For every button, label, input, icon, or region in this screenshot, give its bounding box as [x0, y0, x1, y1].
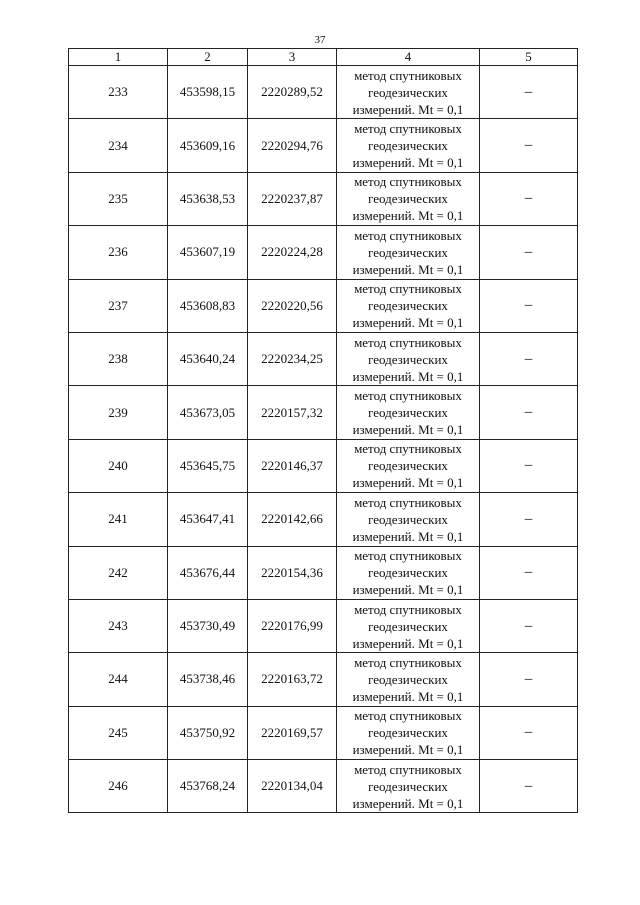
method-line: геодезических	[368, 351, 448, 367]
method-line: геодезических	[368, 618, 448, 634]
point-number-cell: 234	[69, 119, 168, 172]
note-cell: –	[480, 653, 578, 706]
note-cell: –	[480, 706, 578, 759]
method-line: измерений. Mt = 0,1	[352, 475, 464, 491]
method-line: измерений. Mt = 0,1	[352, 635, 464, 651]
method-line: геодезических	[368, 778, 448, 794]
table-row	[69, 493, 578, 546]
method-cell	[337, 66, 480, 119]
y-coordinate-cell: 2220169,57	[248, 706, 337, 759]
method-line: измерений. Mt = 0,1	[352, 368, 464, 384]
method-line: метод спутниковых	[354, 174, 462, 190]
method-line: метод спутниковых	[354, 654, 462, 670]
note-cell: –	[480, 599, 578, 652]
point-number-cell: 235	[69, 172, 168, 225]
method-line: геодезических	[368, 298, 448, 314]
method-line: геодезических	[368, 565, 448, 581]
method-cell	[337, 653, 480, 706]
note-cell: –	[480, 226, 578, 279]
note-cell: –	[480, 546, 578, 599]
table-row	[69, 706, 578, 759]
note-cell: –	[480, 172, 578, 225]
y-coordinate-cell: 2220163,72	[248, 653, 337, 706]
x-coordinate-cell: 453768,24	[168, 760, 248, 813]
point-number-cell: 246	[69, 760, 168, 813]
x-coordinate-cell: 453607,19	[168, 226, 248, 279]
x-coordinate-cell: 453730,49	[168, 599, 248, 652]
x-coordinate-cell: 453676,44	[168, 546, 248, 599]
method-cell	[337, 172, 480, 225]
method-line: измерений. Mt = 0,1	[352, 315, 464, 331]
note-cell: –	[480, 386, 578, 439]
point-number-cell: 238	[69, 332, 168, 385]
method-line: метод спутниковых	[354, 281, 462, 297]
x-coordinate-cell: 453638,53	[168, 172, 248, 225]
y-coordinate-cell: 2220157,32	[248, 386, 337, 439]
column-header: 2	[168, 49, 248, 66]
method-line: метод спутниковых	[354, 334, 462, 350]
note-cell: –	[480, 66, 578, 119]
method-line: метод спутниковых	[354, 708, 462, 724]
coordinates-table	[68, 48, 578, 813]
point-number-cell: 245	[69, 706, 168, 759]
y-coordinate-cell: 2220294,76	[248, 119, 337, 172]
method-line: метод спутниковых	[354, 121, 462, 137]
method-line: геодезических	[368, 84, 448, 100]
method-line: измерений. Mt = 0,1	[352, 688, 464, 704]
note-cell: –	[480, 493, 578, 546]
table-row	[69, 66, 578, 119]
y-coordinate-cell: 2220154,36	[248, 546, 337, 599]
method-line: геодезических	[368, 671, 448, 687]
table-row	[69, 760, 578, 813]
x-coordinate-cell: 453640,24	[168, 332, 248, 385]
y-coordinate-cell: 2220142,66	[248, 493, 337, 546]
method-cell	[337, 599, 480, 652]
method-line: метод спутниковых	[354, 227, 462, 243]
method-line: измерений. Mt = 0,1	[352, 101, 464, 117]
point-number-cell: 239	[69, 386, 168, 439]
note-cell: –	[480, 439, 578, 492]
method-cell	[337, 119, 480, 172]
table-row	[69, 439, 578, 492]
column-header: 3	[248, 49, 337, 66]
table-row	[69, 332, 578, 385]
method-line: метод спутниковых	[354, 388, 462, 404]
method-line: метод спутниковых	[354, 601, 462, 617]
x-coordinate-cell: 453598,15	[168, 66, 248, 119]
y-coordinate-cell: 2220234,25	[248, 332, 337, 385]
method-line: измерений. Mt = 0,1	[352, 795, 464, 811]
table-row	[69, 386, 578, 439]
y-coordinate-cell: 2220176,99	[248, 599, 337, 652]
method-cell	[337, 386, 480, 439]
table-row	[69, 172, 578, 225]
table-row	[69, 279, 578, 332]
method-line: измерений. Mt = 0,1	[352, 422, 464, 438]
method-line: геодезических	[368, 138, 448, 154]
method-line: геодезических	[368, 725, 448, 741]
method-line: измерений. Mt = 0,1	[352, 155, 464, 171]
method-line: измерений. Mt = 0,1	[352, 528, 464, 544]
note-cell: –	[480, 119, 578, 172]
method-cell	[337, 279, 480, 332]
method-cell	[337, 226, 480, 279]
y-coordinate-cell: 2220146,37	[248, 439, 337, 492]
method-line: измерений. Mt = 0,1	[352, 208, 464, 224]
note-cell: –	[480, 279, 578, 332]
method-line: геодезических	[368, 191, 448, 207]
method-cell	[337, 439, 480, 492]
method-line: метод спутниковых	[354, 761, 462, 777]
x-coordinate-cell: 453609,16	[168, 119, 248, 172]
table-row	[69, 226, 578, 279]
method-line: геодезических	[368, 511, 448, 527]
point-number-cell: 240	[69, 439, 168, 492]
x-coordinate-cell: 453645,75	[168, 439, 248, 492]
method-line: геодезических	[368, 244, 448, 260]
x-coordinate-cell: 453738,46	[168, 653, 248, 706]
method-line: геодезических	[368, 458, 448, 474]
point-number-cell: 237	[69, 279, 168, 332]
method-cell	[337, 493, 480, 546]
y-coordinate-cell: 2220134,04	[248, 760, 337, 813]
x-coordinate-cell: 453608,83	[168, 279, 248, 332]
column-header: 4	[337, 49, 480, 66]
point-number-cell: 243	[69, 599, 168, 652]
method-cell	[337, 706, 480, 759]
y-coordinate-cell: 2220237,87	[248, 172, 337, 225]
page-number: 37	[314, 34, 326, 46]
method-cell	[337, 332, 480, 385]
method-line: метод спутниковых	[354, 548, 462, 564]
method-line: измерений. Mt = 0,1	[352, 742, 464, 758]
method-line: метод спутниковых	[354, 441, 462, 457]
table-row	[69, 599, 578, 652]
method-cell	[337, 546, 480, 599]
point-number-cell: 233	[69, 66, 168, 119]
point-number-cell: 236	[69, 226, 168, 279]
method-cell	[337, 760, 480, 813]
method-line: измерений. Mt = 0,1	[352, 582, 464, 598]
x-coordinate-cell: 453673,05	[168, 386, 248, 439]
method-line: метод спутниковых	[354, 67, 462, 83]
table-row	[69, 119, 578, 172]
method-line: измерений. Mt = 0,1	[352, 261, 464, 277]
point-number-cell: 242	[69, 546, 168, 599]
method-line: геодезических	[368, 405, 448, 421]
point-number-cell: 244	[69, 653, 168, 706]
table-row	[69, 653, 578, 706]
table-header-row	[69, 49, 578, 66]
point-number-cell: 241	[69, 493, 168, 546]
column-header: 1	[69, 49, 168, 66]
column-header: 5	[480, 49, 578, 66]
y-coordinate-cell: 2220220,56	[248, 279, 337, 332]
note-cell: –	[480, 760, 578, 813]
note-cell: –	[480, 332, 578, 385]
x-coordinate-cell: 453750,92	[168, 706, 248, 759]
x-coordinate-cell: 453647,41	[168, 493, 248, 546]
y-coordinate-cell: 2220289,52	[248, 66, 337, 119]
y-coordinate-cell: 2220224,28	[248, 226, 337, 279]
table-row	[69, 546, 578, 599]
method-line: метод спутниковых	[354, 494, 462, 510]
